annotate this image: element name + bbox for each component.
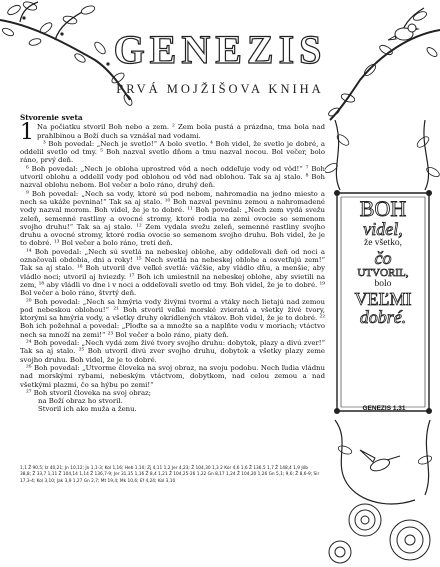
paragraph: ²⁰ Boh povedal: „Nech sa hmýria vody živými tvormi a vtáky nech lietajú nad zemou pod nebeskou oblohou!“ ²¹ Boh stvoril veľké morské zvieratá a všetky živé tvory, ktorými sa hmýria vody, a všetky druhy okrídlených vtákov. Boh videl, že je to dobré. ²² Boh ich požehnal a povedal: „Ploďte sa a množte sa a naplňte vodu v moriach; vtáctvo nech sa množí na zemi!“ ²³ Bol večer a bolo ráno, piaty deň. (20, 297, 325, 339)
quote-line: bolo (374, 279, 392, 289)
poem-line: Stvoril ich ako muža a ženu. (38, 405, 137, 414)
quote-line: dobré. (359, 307, 407, 327)
verse-reference: GENEZIS 1,31 (362, 405, 406, 412)
quote-line: VEĽMI (354, 289, 412, 309)
quote-line: UTVORIL, (357, 267, 409, 279)
paragraph: ³ Boh povedal: „Nech je svetlo!“ A bolo svetlo. ⁴ Boh videl, že svetlo je dobré, a oddelil svetlo od tmy. ⁵ Boh nazval svetlo dňom a tmu nazval nocou. Bol večer, bolo ráno, prvý deň. (20, 139, 325, 165)
quote-line: že všetko, (364, 238, 402, 248)
cross-references: 1,1 Ž 90,5; Iz 40,21; Jn 10,12; Jn 1,1-3; Kol 1,16; Heb 1,10; Zj 4,11 1,2 Jer 4,23; Ž 104,30 1,3 2 Kor 4,6 1,6 Ž 136,5 1,7 Ž 148,4 1,9 Jób 38,8; Ž 33,7 1,11 Ž 104,14 1,14 Ž 136,7-9; Jer 31,35 1,16 Ž 8,4 1,21 Ž 104,25-26 1,22 Gn 8,17 1,24 Ž 104,20 1,26 Gn 5,1; 9,6; Ž 8,6-9; Sir 17,3-4; Kol 3,10; Jak 3,9 1,27 Gn 2,7; Mt 19,4; Mk 10,6; Ef 4,24; Kol 3,10 (20, 466, 320, 484)
book-title: GENEZIS (113, 27, 327, 72)
paragraph (20, 120, 325, 146)
paragraph-text: Na počiatku stvoril Boh nebo a zem. ² Zem bola pustá a prázdna, tma bola nad prahlbinou a Boží duch sa vznášal nad vodami. (37, 123, 325, 140)
quote-line: BOH (359, 196, 407, 221)
paragraph: ²⁶ Boh povedal: „Utvorme človeka na svoj obraz, na svoju podobu. Nech ľudia vládnu nad morskými rybami, nebeským vtáctvom, dobytkom, nad celou zemou a nad všetkými plazmi, čo sa hýbu po zemi!“ (20, 363, 325, 389)
chapter-number: 1 (20, 120, 34, 146)
poem-line: na Boží obraz ho stvoril. (38, 397, 123, 406)
paragraph: ⁶ Boh povedal: „Nech je obloha uprostred vôd a nech oddeľuje vody od vôd!“ ⁷ Boh utvoril oblohu a oddelil vody pod oblohou od vôd nad oblohou. Tak sa aj stalo. ⁸ Boh nazval oblohu nebom. Bol večer a bolo ráno, druhý deň. (20, 164, 325, 190)
quote-line: čo (374, 248, 392, 268)
book-subtitle: PRVÁ MOJŽIŠOVA KNIHA (116, 82, 324, 96)
highlighted-verse (334, 198, 432, 326)
quote-line: videl, (363, 219, 403, 239)
paragraph: ²⁷ Boh stvoril človeka na svoj obraz; (26, 388, 152, 397)
scripture-text (20, 114, 325, 414)
section-heading: Stvorenie sveta (20, 113, 83, 122)
paragraph: ⁹ Boh povedal: „Nech sa vody, ktoré sú pod nebom, nahromadia na jedno miesto a nech sa ukáže pevnina!“ Tak sa aj stalo. ¹⁰ Boh nazval pevninu zemou a nahromadené vody nazval morom. Boh videl, že je to dobré. ¹¹ Boh povedal: „Nech zem vydá svežu zeleň, semenné rastliny a ovocné stromy, ktoré rodia na zemi ovocie so semenom svojho druhu!“ Tak sa aj stalo. ¹² Zem vydala svežu zeleň, semenné rastliny svojho druhu a ovocné stromy, ktoré rodia ovocie so semenom svojho druhu. Boh videl, že je to dobré. ¹³ Bol večer a bolo ráno, tretí deň. (20, 189, 325, 248)
paragraph: ¹⁴ Boh povedal: „Nech sú svetlá na nebeskej oblohe, aby oddeľovali deň od noci a označovali obdobia, dni a roky! ¹⁵ Nech svetlá na nebeskej oblohe a osvetľujú zem!“ Tak sa aj stalo. ¹⁶ Boh utvoril dve veľké svetlá: väčšie, aby vládlo dňu, a menšie, aby vládlo noci; utvoril aj hviezdy. ¹⁷ Boh ich umiestnil na nebeskej oblohe, aby svietili na zem, ¹⁸ aby vládli vo dne i v noci a oddeľovali svetlo od tmy. Boh videl, že je to dobré. ¹⁹ Bol večer a bolo ráno, štvrtý deň. (20, 247, 325, 298)
paragraph: ²⁴ Boh povedal: „Nech vydá zem živé tvory svojho druhu: dobytok, plazy a divú zver!“ Tak sa aj stalo. ²⁵ Boh utvoril divú zver svojho druhu, dobytok a všetky plazy zeme svojho druhu. Boh videl, že je to dobré. (20, 339, 325, 364)
